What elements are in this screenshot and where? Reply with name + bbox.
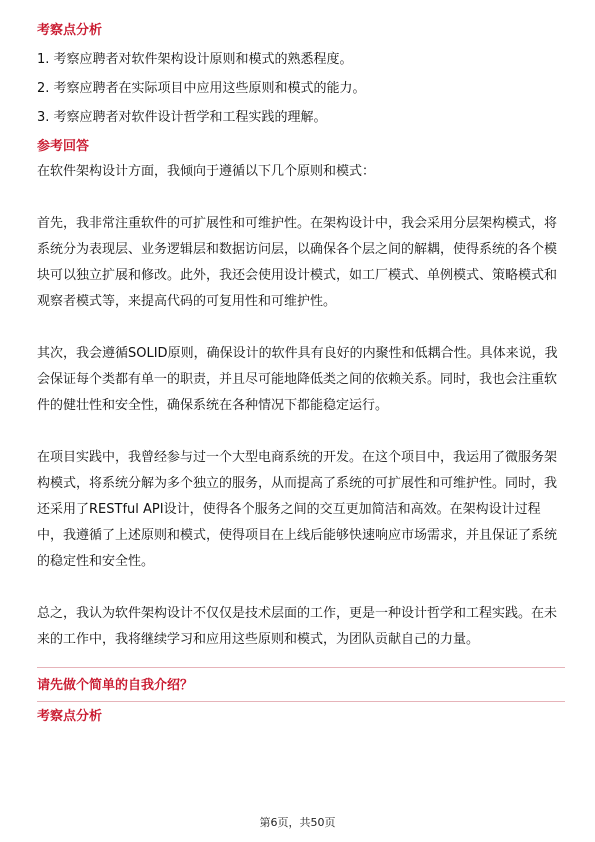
analysis-heading-next: 考察点分析 [37, 709, 103, 724]
document-page [37, 20, 565, 728]
answer-conclusion: 总之，我认为软件架构设计不仅仅是技术层面的工作，更是一种设计哲学和工程实践。在未来的工作中，我将继续学习和应用这些原则和模式，为团队贡献自己的力量。 [37, 606, 558, 647]
analysis-item-2: 2. 考察应聘者在实际项目中应用这些原则和模式的能力。 [37, 81, 366, 96]
next-question-title: 请先做个简单的自我介绍？ [37, 678, 194, 693]
answer-paragraph-3: 在项目实践中，我曾经参与过一个大型电商系统的开发。在这个项目中，我运用了微服务架构模式，将系统分解为多个独立的服务，从而提高了系统的可扩展性和可维护性。同时，我还采用了RESTful API设计，使得各个服务之间的交互更加简洁和高效。在架构设计过程中，我遵循了上述原则和模式，使得项目在上线后能够快速响应市场需求，并且保证了系统的稳定性和安全性。 [37, 450, 558, 569]
spacer [37, 668, 565, 675]
analysis-heading: 考察点分析 [37, 23, 103, 38]
answer-paragraph-2: 其次，我会遵循SOLID原则，确保设计的软件具有良好的内聚性和低耦合性。具体来说，我会保证每个类都有单一的职责，并且尽可能地降低类之间的依赖关系。同时，我也会注重软件的健壮性和安全性，确保系统在各种情况下都能稳定运行。 [37, 346, 558, 413]
answer-paragraph-1: 首先，我非常注重软件的可扩展性和可维护性。在架构设计中，我会采用分层架构模式，将系统分为表现层、业务逻辑层和数据访问层，以确保各个层之间的解耦，使得系统的各个模块可以独立扩展和修改。此外，我还会使用设计模式，如工厂模式、单例模式、策略模式和观察者模式等，来提高代码的可复用性和可维护性。 [37, 216, 558, 309]
analysis-list [37, 45, 565, 132]
spacer [37, 575, 565, 601]
reference-answer-heading: 参考回答 [37, 139, 90, 154]
page-number: 第6页，共50页 [259, 816, 336, 829]
answer-intro: 在软件架构设计方面，我倾向于遵循以下几个原则和模式： [37, 164, 376, 179]
analysis-item-1: 1. 考察应聘者对软件架构设计原则和模式的熟悉程度。 [37, 52, 353, 67]
spacer [37, 185, 565, 211]
spacer [37, 653, 565, 667]
analysis-item-3: 3. 考察应聘者对软件设计哲学和工程实践的理解。 [37, 110, 327, 125]
spacer [37, 419, 565, 445]
spacer [37, 315, 565, 341]
